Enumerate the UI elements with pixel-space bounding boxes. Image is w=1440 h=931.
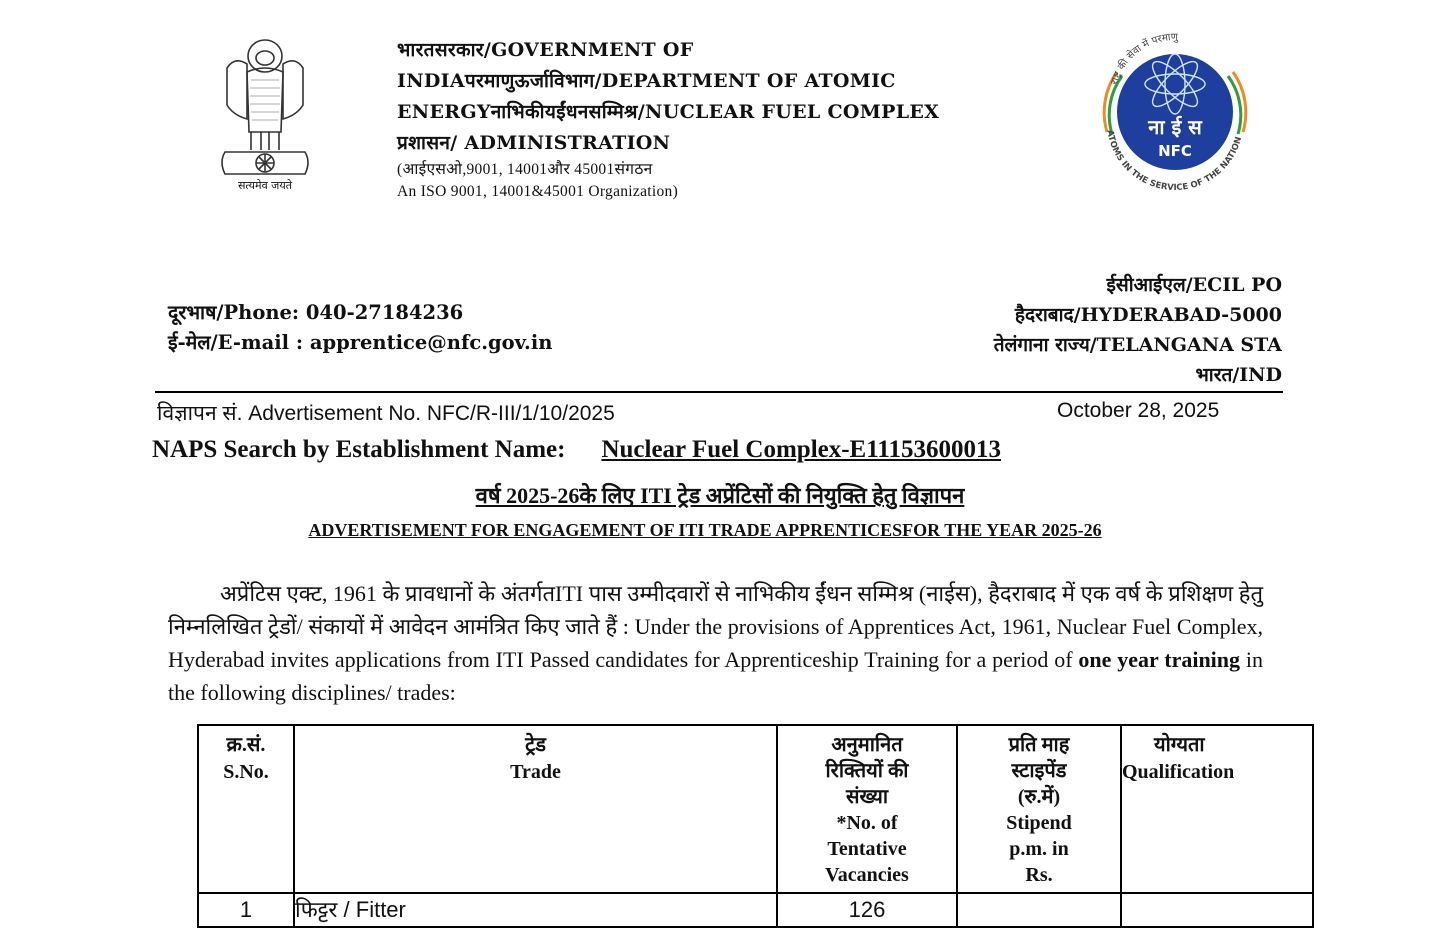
iso-hindi: (आईएसओ,9001, 14001और 45001संगठन [397,161,653,178]
logo-ring-top: राष्ट्र की सेवा में परमाणु [1109,31,1179,87]
naps-search-line [152,436,1001,464]
para-start: अप्रेंटिस एक्ट, 1961 के प्रावधानों के अंतर्गतITI पास उम्मीदवारों से नाभिकीय ईंधन सम्मिश्र (नाईस), हैदराबाद में एक वर्ष के प्रशिक्षण हेतु निम्नलिखित ट्रेडों/ संकायों में आवेदन आमंत्रित किए जाते हैं : Under the provisions of Apprentices Act, 1961, Nuclear Fuel Complex, Hyderabad invites applications from ITI Passed candidates for Apprenticeship Training for a period of [168,581,1263,672]
header-vacancies-line: संख्या [846,786,888,808]
header-stipend [957,725,1121,893]
nfc-logo [1085,22,1265,197]
advertisement-date: October 28, 2025 [1057,399,1220,422]
para-bold: one year training [1078,647,1241,672]
letterhead-line: ENERGYनाभिकीयईंधनसम्मिश्र/NUCLEAR FUEL COMPLEX [397,101,940,123]
intro-paragraph [168,577,1263,709]
cell-trade: फिट्टर / Fitter [294,893,777,927]
logo-nfc-text: NFC [1158,142,1192,160]
header-trade [294,725,777,893]
header-stipend-line: स्टाइपेंड [1011,760,1067,782]
header-vacancies [777,725,957,893]
divider-rule [155,391,1283,393]
header-vacancies-line: अनुमानित [831,734,903,756]
header-stipend-line: Rs. [1025,864,1053,886]
iso-english: An ISO 9001, 14001&45001 Organization) [397,183,679,200]
header-sno [198,725,294,893]
title-hindi: वर्ष 2025-26के लिए ITI ट्रेड अप्रेंटिसों की नियुक्ति हेतु विज्ञापन [475,483,965,508]
title-english-wrap [0,520,1410,541]
table-row [198,893,1313,927]
ashoka-emblem [205,28,325,198]
address-line: ईसीआईएल/ECIL PO [1106,274,1282,296]
nfc-logo-icon [1085,22,1265,197]
header-qualification [1121,725,1313,893]
naps-label: NAPS Search by Establishment Name: [152,436,566,463]
emblem-motto: सत्यमेव जयते [237,179,292,192]
letterhead-line: INDIAपरमाणुऊर्जाविभाग/DEPARTMENT OF ATOMIC [397,70,896,92]
email: ई-मेल/E-mail : apprentice@nfc.gov.in [168,331,553,354]
header-trade-english: Trade [510,761,561,783]
address-line: भारत/IND [1195,364,1282,386]
contact-info [168,298,552,358]
address-line: तेलंगाना राज्य/TELANGANA STA [993,334,1282,356]
header-stipend-line: p.m. in [1009,838,1069,860]
logo-ring-bottom: ATOMS IN THE SERVICE OF THE NATION [1104,129,1245,194]
cell-sno: 1 [198,893,294,927]
cell-vacancies: 126 [777,893,957,927]
phone: दूरभाष/Phone: 040-27184236 [168,301,464,324]
header-stipend-line: प्रति माह [1008,734,1070,756]
header-sno-english: S.No. [223,761,269,783]
header-stipend-line: Stipend [1006,812,1072,834]
logo-hindi-text: ना ई स [1148,115,1202,139]
letterhead [397,35,939,203]
title-english: ADVERTISEMENT FOR ENGAGEMENT OF ITI TRADE APPRENTICESFOR THE YEAR 2025-26 [308,520,1102,540]
cell-stipend [957,893,1121,927]
naps-value: Nuclear Fuel Complex-E11153600013 [601,436,1001,463]
header-vacancies-line: Tentative [827,838,907,860]
header-stipend-line: (रु.में) [1017,786,1061,808]
header-trade-hindi: ट्रेड [525,734,546,756]
advertisement-number: विज्ञापन सं. Advertisement No. NFC/R-III/1/10/2025 [157,402,615,425]
emblem-icon [205,28,325,198]
table-header-row [198,725,1313,893]
letterhead-line: प्रशासन/ ADMINISTRATION [397,132,671,154]
trades-table [197,724,1314,928]
header-vacancies-line: Vacancies [825,864,909,886]
header-qualification-english: Qualification [1122,761,1235,783]
header-vacancies-line: *No. of [836,812,898,834]
header-vacancies-line: रिक्तियों की [825,760,909,782]
title-hindi-wrap [0,480,1440,510]
cell-qualification [1121,893,1313,927]
header-qualification-hindi: योग्यता [1154,734,1205,756]
address-block [862,270,1282,390]
para-end: in the following disciplines/ trades: [168,647,1264,705]
header-sno-hindi: क्र.सं. [226,734,266,756]
address-line: हैदराबाद/HYDERABAD-5000 [1014,304,1282,326]
letterhead-line: भारतसरकार/GOVERNMENT OF [397,39,694,61]
